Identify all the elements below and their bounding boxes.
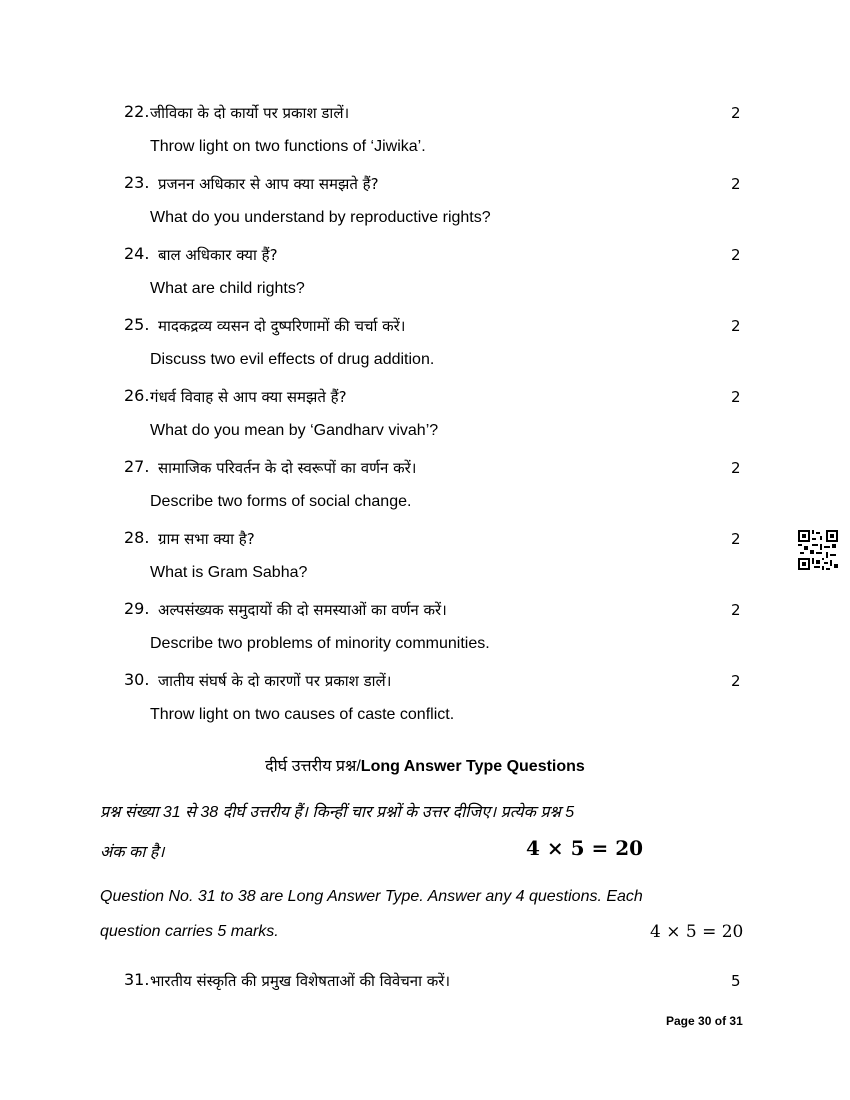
question-number: 23. bbox=[124, 173, 150, 192]
question-number: 24. bbox=[124, 244, 150, 263]
question-marks: 2 bbox=[731, 388, 741, 406]
question-text-english: What are child rights? bbox=[150, 280, 305, 297]
question-number: 30. bbox=[124, 670, 150, 689]
question-text-english: Throw light on two causes of caste conflict. bbox=[150, 706, 455, 723]
question-text-english: Discuss two evil effects of drug addition. bbox=[150, 351, 435, 368]
question-marks: 2 bbox=[731, 459, 741, 477]
question-text-hindi: सामाजिक परिवर्तन के दो स्वरूपों का वर्णन करें। bbox=[158, 459, 417, 477]
question-number: 27. bbox=[124, 457, 150, 476]
question-marks: 2 bbox=[731, 246, 741, 264]
instruction-hindi-line2: अंक का है। bbox=[100, 844, 165, 861]
question-text-hindi: गंधर्व विवाह से आप क्या समझते हैं? bbox=[150, 388, 347, 406]
question-text-english: What do you mean by ‘Gandharv vivah’? bbox=[150, 422, 439, 439]
instruction-english-line2: question carries 5 marks. bbox=[100, 923, 279, 940]
question-text-hindi: मादकद्रव्य व्यसन दो दुष्परिणामों की चर्चा करें। bbox=[158, 317, 406, 335]
marks-formula-hindi: 4 × 5 = 20 bbox=[526, 836, 644, 860]
question-marks: 2 bbox=[731, 672, 741, 690]
question-marks: 2 bbox=[731, 601, 741, 619]
question-text-english: Throw light on two functions of ‘Jiwika’. bbox=[150, 138, 426, 155]
question-text-hindi: ग्राम सभा क्या है? bbox=[158, 530, 255, 548]
question-text-english: Describe two problems of minority communities. bbox=[150, 635, 490, 652]
marks-formula-english: 4 × 5 = 20 bbox=[650, 922, 744, 942]
question-marks: 2 bbox=[731, 104, 741, 122]
question-text-english: What do you understand by reproductive rights? bbox=[150, 209, 491, 226]
question-text-hindi: प्रजनन अधिकार से आप क्या समझते हैं? bbox=[158, 175, 379, 193]
question-number: 25. bbox=[124, 315, 150, 334]
question-text-hindi: जीविका के दो कार्यो पर प्रकाश डालें। bbox=[150, 104, 350, 122]
qr-code-icon bbox=[798, 530, 838, 570]
question-marks: 5 bbox=[731, 972, 741, 990]
instruction-english-line1: Question No. 31 to 38 are Long Answer Type. Answer any 4 questions. Each bbox=[100, 888, 643, 905]
question-text-english: Describe two forms of social change. bbox=[150, 493, 412, 510]
page-label: Page bbox=[666, 1014, 695, 1028]
question-number: 31. bbox=[124, 970, 150, 989]
of-label: of bbox=[714, 1014, 727, 1028]
question-number: 26. bbox=[124, 386, 150, 405]
question-text-hindi: बाल अधिकार क्या हैं? bbox=[158, 246, 278, 264]
question-text-hindi: जातीय संघर्ष के दो कारणों पर प्रकाश डालें। bbox=[158, 672, 392, 690]
question-number: 28. bbox=[124, 528, 150, 547]
question-number: 22. bbox=[124, 102, 150, 121]
question-marks: 2 bbox=[731, 317, 741, 335]
page-total: 31 bbox=[729, 1014, 743, 1028]
section-heading bbox=[0, 754, 850, 776]
section-heading-english: Long Answer Type Questions bbox=[360, 758, 585, 775]
page-footer bbox=[666, 1014, 743, 1028]
question-text-english: What is Gram Sabha? bbox=[150, 564, 308, 581]
question-text-hindi: अल्पसंख्यक समुदायों की दो समस्याओं का वर्णन करें। bbox=[158, 601, 447, 619]
instruction-hindi-line1: प्रश्न संख्या 31 से 38 दीर्घ उत्तरीय हैं। किन्हीं चार प्रश्नों के उत्तर दीजिए। प्रत्येक प्रश्न 5 bbox=[100, 804, 575, 821]
question-number: 29. bbox=[124, 599, 150, 618]
section-heading-hindi: दीर्घ उत्तरीय प्रश्न/ bbox=[265, 758, 361, 775]
question-marks: 2 bbox=[731, 175, 741, 193]
page-current: 30 bbox=[698, 1014, 712, 1028]
question-marks: 2 bbox=[731, 530, 741, 548]
question-text-hindi: भारतीय संस्कृति की प्रमुख विशेषताओं की विवेचना करें। bbox=[150, 972, 451, 990]
